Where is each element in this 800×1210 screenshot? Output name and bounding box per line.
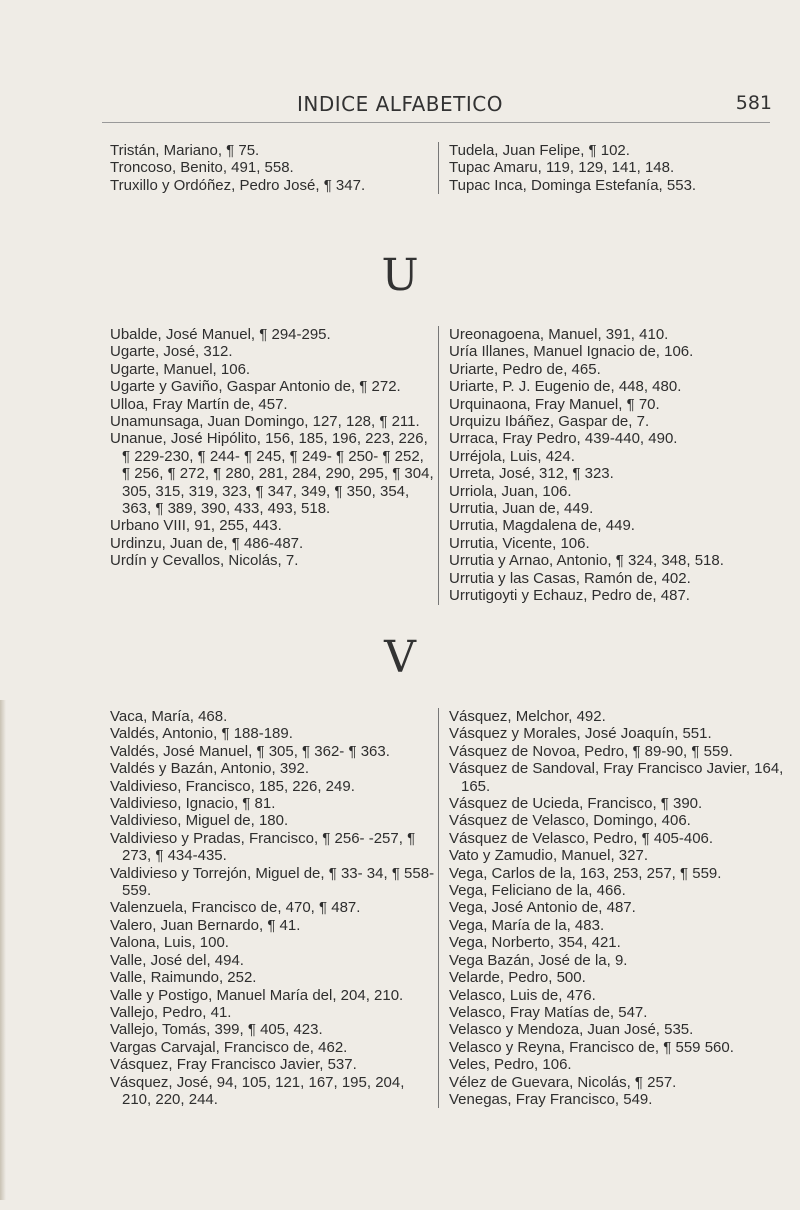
section-letter-u: U — [381, 250, 419, 301]
index-entry: Valdivieso, Francisco, 185, 226, 249. — [110, 777, 355, 795]
index-entry: Velasco, Luis de, 476. — [449, 986, 596, 1004]
index-entry: Vásquez, Fray Francisco Javier, 537. — [110, 1056, 357, 1074]
index-entry: Vega Bazán, José de la, 9. — [449, 951, 628, 969]
index-entry: Vallejo, Pedro, 41. — [110, 1003, 232, 1021]
index-entry: Urbano VIII, 91, 255, 443. — [110, 517, 282, 535]
index-entry: Truxillo y Ordóñez, Pedro José, ¶ 347. — [110, 176, 366, 194]
index-entry: Urdinzu, Juan de, ¶ 486-487. — [110, 534, 304, 552]
page-header — [0, 92, 800, 122]
index-entry: Uría Illanes, Manuel Ignacio de, 106. — [449, 343, 694, 361]
page-number: 581 — [735, 92, 772, 114]
page-edge-shadow — [0, 700, 6, 1200]
index-entry: Valona, Luis, 100. — [110, 934, 229, 952]
index-entry: Venegas, Fray Francisco, 549. — [449, 1090, 653, 1108]
index-entry: Urrutia, Vicente, 106. — [449, 534, 590, 552]
index-entry: Urrutia, Magdalena de, 449. — [449, 517, 635, 535]
index-entry: Vega, Feliciano de la, 466. — [449, 882, 626, 900]
right-column — [438, 142, 791, 194]
index-entry: Urreta, José, 312, ¶ 323. — [449, 465, 614, 483]
index-entry: Tupac Amaru, 119, 129, 141, 148. — [449, 159, 675, 177]
left-column — [110, 142, 435, 194]
index-entry: Unanue, José Hipólito, 156, 185, 196, 223, 226, ¶ 229-230, ¶ 244- ¶ 245, ¶ 249- ¶ 250- ¶ 252, ¶ 256, ¶ 272, ¶ 280, 281, 284, 290, 295, ¶ 304, 305, 315, 319, 323, ¶ 347, 349, ¶ 350, 354, 363, ¶ 389, 390, 433, 493, 518. — [110, 430, 434, 518]
index-entry: Tristán, Mariano, ¶ 75. — [110, 142, 260, 159]
index-entry: Vega, Carlos de la, 163, 253, 257, ¶ 559. — [449, 864, 722, 882]
index-entry: Valle, José del, 494. — [110, 951, 244, 969]
index-entry: Vélez de Guevara, Nicolás, ¶ 257. — [449, 1073, 677, 1091]
index-entry: Ubalde, José Manuel, ¶ 294-295. — [110, 326, 331, 343]
index-entry: Vásquez de Novoa, Pedro, ¶ 89-90, ¶ 559. — [449, 742, 733, 760]
index-entry: Velasco, Fray Matías de, 547. — [449, 1003, 648, 1021]
index-entry: Troncoso, Benito, 491, 558. — [110, 159, 294, 177]
index-entry: Vásquez de Velasco, Pedro, ¶ 405-406. — [449, 829, 714, 847]
index-entry: Urréjola, Luis, 424. — [449, 447, 575, 465]
right-column — [438, 708, 791, 1108]
index-entry: Vega, Norberto, 354, 421. — [449, 934, 621, 952]
index-entry: Valdés y Bazán, Antonio, 392. — [110, 760, 310, 778]
index-entry: Vargas Carvajal, Francisco de, 462. — [110, 1038, 348, 1056]
right-column — [438, 326, 791, 605]
index-entry: Valero, Juan Bernardo, ¶ 41. — [110, 916, 301, 934]
index-entry: Urriola, Juan, 106. — [449, 482, 572, 500]
index-entry: Urdín y Cevallos, Nicolás, 7. — [110, 552, 299, 570]
index-entry: Ulloa, Fray Martín de, 457. — [110, 395, 288, 413]
index-entry: Vega, María de la, 483. — [449, 916, 605, 934]
index-entry: Tupac Inca, Dominga Estefanía, 553. — [449, 176, 697, 194]
index-entry: Veles, Pedro, 106. — [449, 1056, 572, 1074]
index-entry: Velasco y Mendoza, Juan José, 535. — [449, 1021, 694, 1039]
index-entry: Valle, Raimundo, 252. — [110, 969, 257, 987]
index-entry: Valdivieso y Pradas, Francisco, ¶ 256- -257, ¶ 273, ¶ 434-435. — [110, 829, 416, 865]
index-entry: Ugarte y Gaviño, Gaspar Antonio de, ¶ 272. — [110, 378, 401, 396]
index-entry: Vásquez de Ucieda, Francisco, ¶ 390. — [449, 795, 703, 813]
left-column — [110, 708, 435, 1108]
index-entry: Valenzuela, Francisco de, 470, ¶ 487. — [110, 899, 361, 917]
index-entry: Valdés, José Manuel, ¶ 305, ¶ 362- ¶ 363. — [110, 742, 390, 760]
running-title: INDICE ALFABETICO — [297, 92, 503, 116]
index-entry: Ugarte, José, 312. — [110, 343, 233, 361]
index-entry: Valdivieso y Torrejón, Miguel de, ¶ 33- 34, ¶ 558-559. — [110, 864, 435, 900]
index-entry: Vásquez de Velasco, Domingo, 406. — [449, 812, 691, 830]
index-entry: Ureonagoena, Manuel, 391, 410. — [449, 326, 669, 343]
index-entry: Urrutia, Juan de, 449. — [449, 500, 594, 518]
index-entry: Unamunsaga, Juan Domingo, 127, 128, ¶ 211. — [110, 413, 420, 431]
index-entry: Vásquez, Melchor, 492. — [449, 708, 606, 725]
index-entry: Valdivieso, Ignacio, ¶ 81. — [110, 795, 276, 813]
index-entry: Urrutia y las Casas, Ramón de, 402. — [449, 569, 691, 587]
index-entry: Urrutigoyti y Echauz, Pedro de, 487. — [449, 587, 690, 605]
index-entry: Urquizu Ibáñez, Gaspar de, 7. — [449, 413, 650, 431]
index-entry: Vato y Zamudio, Manuel, 327. — [449, 847, 648, 865]
index-entry: Uriarte, P. J. Eugenio de, 448, 480. — [449, 378, 682, 396]
index-entry: Vásquez, José, 94, 105, 121, 167, 195, 204, 210, 220, 244. — [110, 1073, 405, 1108]
section-letter-v: V — [384, 632, 416, 683]
index-entry: Velasco y Reyna, Francisco de, ¶ 559 560. — [449, 1038, 734, 1056]
index-entry: Urraca, Fray Pedro, 439-440, 490. — [449, 430, 678, 448]
index-entry: Vaca, María, 468. — [110, 708, 228, 725]
left-column — [110, 326, 435, 570]
index-entry: Vásquez de Sandoval, Fray Francisco Javier, 164, 165. — [449, 760, 784, 795]
index-entry: Ugarte, Manuel, 106. — [110, 360, 251, 378]
index-entry: Valdivieso, Miguel de, 180. — [110, 812, 289, 830]
index-entry: Urrutia y Arnao, Antonio, ¶ 324, 348, 518. — [449, 552, 724, 570]
index-entry: Vásquez y Morales, José Joaquín, 551. — [449, 725, 712, 743]
index-entry: Urquinaona, Fray Manuel, ¶ 70. — [449, 395, 660, 413]
index-entry: Vallejo, Tomás, 399, ¶ 405, 423. — [110, 1021, 323, 1039]
index-entry: Tudela, Juan Felipe, ¶ 102. — [449, 142, 630, 159]
header-rule — [102, 122, 770, 123]
index-entry: Uriarte, Pedro de, 465. — [449, 360, 601, 378]
index-entry: Valle y Postigo, Manuel María del, 204, 210. — [110, 986, 404, 1004]
index-entry: Valdés, Antonio, ¶ 188-189. — [110, 725, 293, 743]
index-entry: Velarde, Pedro, 500. — [449, 969, 586, 987]
index-entry: Vega, José Antonio de, 487. — [449, 899, 636, 917]
